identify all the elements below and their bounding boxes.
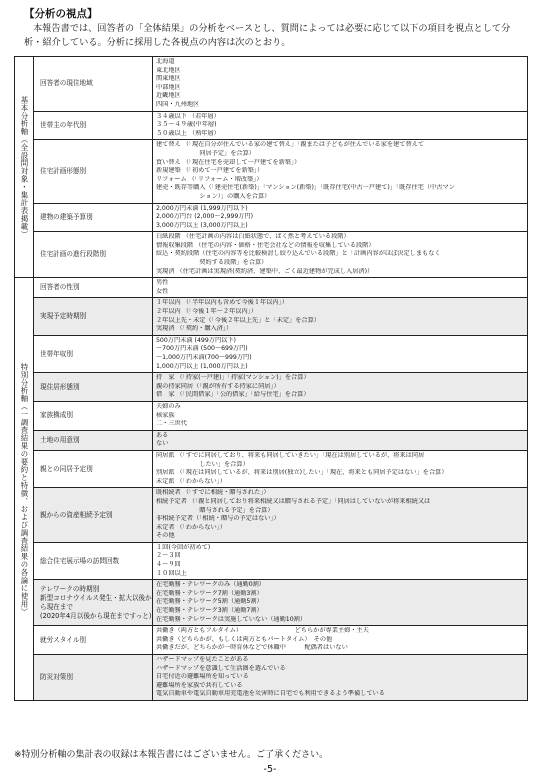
axis-content-line: ２年以内 （「今後１年～２年以内」） <box>156 308 257 316</box>
axis-content-line: リフォーム （「リフォーム・増改築」） <box>156 175 263 183</box>
axis-content-line: ～1,000万円未満(700～999万円) <box>156 354 252 361</box>
axis-content <box>153 111 528 140</box>
axis-content-line: 共働きだが、どちらかが一時育休などで休職中 配偶者はいない <box>156 644 348 652</box>
axis-content-line: 贈与される予定」を合算） <box>156 506 274 514</box>
axis-name <box>34 430 153 450</box>
axis-content <box>153 298 528 335</box>
axis-content-line: 在宅勤務・テレワークのみ（通勤0割） <box>156 581 265 589</box>
axis-content <box>153 542 528 579</box>
axis-name-line: 実現予定時期別 <box>40 312 87 321</box>
axis-content <box>153 140 528 203</box>
axis-content-line: ５０歳以上 （熟年層） <box>156 129 220 137</box>
table-row <box>15 488 528 543</box>
axis-content-line: 男性 <box>156 279 169 287</box>
axis-name-line: 親との同居予定別 <box>40 464 93 473</box>
axis-content-line: 共働き（両方ともフルタイム） どちらかが専業主婦・主夫 <box>156 627 369 635</box>
table-row <box>15 580 528 626</box>
axis-content <box>153 232 528 278</box>
axis-content <box>153 335 528 372</box>
axis-content-line: 2,000万円台 (2,000～2,999万円) <box>156 213 254 221</box>
axis-content-line: ２年以上先・未定（「今後２年以上先」と「未定」を合算） <box>156 316 320 324</box>
axis-name-line: 防災対策別 <box>40 672 73 681</box>
axis-name-line: 回答者の性別 <box>40 283 80 292</box>
axis-content <box>153 203 528 232</box>
axis-content-line: 在宅勤務・テレワーク5割（通勤5割） <box>156 598 263 606</box>
axis-name <box>34 655 153 701</box>
axis-content-line: 白紙段階 （住宅計画の内容は白紙状態で、ばく然と考えている段階） <box>156 233 350 241</box>
axis-name-line: 住宅計画の進行段階別 <box>40 250 106 259</box>
axis-content-line: 在宅勤務・テレワーク3割（通勤7割） <box>156 607 263 615</box>
axis-group-label <box>15 57 34 278</box>
table-row <box>15 140 528 203</box>
axis-content-line: 非相続予定者（「相続・贈与の予定はない」） <box>156 515 280 523</box>
axis-content-line: 共働き（どちらかが、もしくは両方ともパートタイム） その他 <box>156 635 333 643</box>
axis-content-line: 近畿地区 <box>156 92 181 100</box>
axis-name <box>34 335 153 372</box>
axis-content-line: 実現済 （「契約・購入済」） <box>156 325 233 333</box>
axis-content <box>153 401 528 430</box>
intro-paragraph: 本報告書では、回答者の「全体結果」の分析をベースとし、質問によっては必要に応じて以下の項目を視点として分析・紹介している。分析に採用した各視点の内容は次のとおり。 <box>24 23 511 48</box>
axis-name <box>34 626 153 655</box>
table-row <box>15 203 528 232</box>
axis-group-text: 特別分析軸（一調査結果の要約と特徴、および調査結果の各論に使用） <box>20 362 29 616</box>
axis-content-line: 電気自動車や電気自動車用充電池を災害時に自宅でも利用できるよう準備している <box>156 690 385 698</box>
analysis-axis-table <box>14 56 528 701</box>
axis-content-line: 持 家 （「持家(一戸建)」「持家(マンション)」を合算） <box>156 374 310 382</box>
axis-content-line: ション）」の購入を合算） <box>156 192 271 200</box>
axis-content-line: 契約する段階」を合算） <box>156 259 268 267</box>
axis-content <box>153 580 528 626</box>
axis-content <box>153 450 528 487</box>
axis-name <box>34 57 153 112</box>
axis-name <box>34 580 153 626</box>
axis-name <box>34 203 153 232</box>
axis-content-line: １０回以上 <box>156 569 187 577</box>
axis-name-line: 世帯年収別 <box>40 349 73 358</box>
axis-name-line: 住宅計画形態別 <box>40 166 87 175</box>
axis-content-line: 1,000万円以上 (1,000万円以上) <box>156 362 248 370</box>
axis-content-line: ない <box>156 440 169 448</box>
axis-name <box>34 450 153 487</box>
axis-group-text: 基本分析軸（全設問対象・集計表掲載） <box>20 96 29 239</box>
table-row <box>15 450 528 487</box>
axis-content-line: したい」を合算） <box>156 460 249 468</box>
axis-content-line: 別居派 （「現在は同居しているが、将来は別居(独立)したい」「現在、将来とも同居予定はない」を合算） <box>156 469 448 477</box>
axis-content-line: ある <box>156 431 169 439</box>
axis-content-line: ハザードマップを意識して生活圏を選んでいる <box>156 664 286 672</box>
axis-content-line: 親の持家同居（「親が所有する持家に同居」） <box>156 382 280 390</box>
axis-content-line: 新規建築 （「初めて一戸建てを新築」） <box>156 167 264 175</box>
axis-content-line: 2,000万円未満 (1,999万円以下) <box>156 204 248 212</box>
axis-content-line: 自宅付近の避難場所を知っている <box>156 673 249 681</box>
axis-content-line: 未定者 （「わからない」） <box>156 523 227 531</box>
axis-content-line: 実現済 （住宅計画は実現済(契約済、建築中、ごく最近建物が完成し入居済)） <box>156 267 374 275</box>
axis-content <box>153 488 528 543</box>
axis-name-line: 建物の建築予算別 <box>40 212 93 221</box>
axis-content-line: 北海道 <box>156 58 175 65</box>
axis-content-line: 核家族 <box>156 411 175 419</box>
axis-name-line: テレワークの時期別 <box>40 584 100 593</box>
axis-name-line: 回答者の現住地域 <box>40 79 93 88</box>
axis-content-line: 相続予定者 （「親と同居しており将来相続又は贈与される予定」「同居はしていないが将来相続又は <box>156 497 431 505</box>
axis-content-line: 同居予定」を合算） <box>156 149 255 157</box>
axis-content-line: ３４歳以下 （若年層） <box>156 112 220 120</box>
axis-content-line: 情報収集段階 （住宅の内容・価格・住宅会社などの情報を収集している段階） <box>156 241 375 249</box>
axis-content-line: 中部地区 <box>156 83 181 91</box>
axis-name-line: (2020年4月以後から現在まですっと) <box>40 611 152 620</box>
axis-content-line: 500万円未満 (499万円以下) <box>156 336 236 344</box>
axis-content-line: ３５～４９歳(中年層) <box>156 121 217 129</box>
axis-content <box>153 57 528 112</box>
table-row <box>15 335 528 372</box>
axis-name <box>34 401 153 430</box>
axis-name-line: 家族構成別 <box>40 411 73 420</box>
axis-content-line: 女性 <box>156 287 169 295</box>
axis-content-line: 3,000万円以上 (3,000万円以上) <box>156 221 248 229</box>
footnote: ※特別分析軸の集計表の収録は本報告書にはございません。ご了承ください。 <box>14 750 329 760</box>
axis-name-line: 現住居形態別 <box>40 382 80 391</box>
table-row <box>15 542 528 579</box>
axis-content-line: 夫婦のみ <box>156 402 181 410</box>
axis-name-line: 親からの資産相続予定別 <box>40 510 113 519</box>
axis-content <box>153 373 528 402</box>
axis-content-line: 二・三世代 <box>156 420 187 428</box>
axis-name-line: 土地の用意別 <box>40 435 80 444</box>
axis-content-line: 未定派 （「わからない」） <box>156 477 227 485</box>
axis-content-line: １回(今回が初めて) <box>156 543 211 551</box>
axis-content-line: 東北地区 <box>156 66 181 74</box>
axis-content <box>153 278 528 298</box>
axis-name-line: 世帯主の年代別 <box>40 120 87 129</box>
axis-content-line: 避難場所を家族で共有している <box>156 681 243 689</box>
table-row <box>15 626 528 655</box>
table-row <box>15 57 528 112</box>
axis-content-line: 買い替え （「現在住宅を売却して一戸建てを新築」） <box>156 158 301 166</box>
axis-content-line: 絞込・契約段階（住宅の内容等を比較検討し絞り込んでいる段階」と「計画内容がほぼ決定しまもなく <box>156 250 441 258</box>
table-row <box>15 401 528 430</box>
table-row <box>15 111 528 140</box>
page-number: -5- <box>263 764 277 775</box>
table-row <box>15 232 528 278</box>
axis-content-line: 関東地区 <box>156 75 181 83</box>
table-row <box>15 655 528 701</box>
axis-content-line: 借 家 （「民間借家」「公的借家」「給与住宅」を合算） <box>156 391 310 399</box>
axis-content-line: ～700万円未満 (500～699万円) <box>156 345 248 353</box>
axis-content-line: ハザードマップを見たことがある <box>156 656 249 663</box>
table-row <box>15 373 528 402</box>
axis-content-line: ４～９回 <box>156 561 181 569</box>
axis-content-line: １年以内 （「半年以内も含めて今後１年以内」） <box>156 299 288 307</box>
table-row <box>15 430 528 450</box>
axis-name <box>34 278 153 298</box>
axis-name <box>34 373 153 402</box>
axis-name <box>34 488 153 543</box>
axis-name <box>34 542 153 579</box>
axis-name <box>34 298 153 335</box>
axis-content-line: 在宅勤務・テレワーク7割（通勤3割） <box>156 589 263 597</box>
table-row <box>15 278 528 298</box>
axis-content-line: 同居派 （「すでに同居しており、将来も同居していきたい」「現在は別居しているが、将来は同居 <box>156 451 425 459</box>
axis-content <box>153 655 528 701</box>
axis-name-line: 総合住宅展示場の訪問回数 <box>40 556 120 565</box>
axis-content-line: 建売・既存等購入（「建売住宅(新築)」「マンション(新築)」「既存住宅(中古一戸建て)」「既存住宅（中古マン <box>156 184 455 192</box>
axis-name <box>34 140 153 203</box>
section-heading: 【分析の視点】 <box>24 8 98 20</box>
axis-content-line: ２～３回 <box>156 552 181 560</box>
axis-content-line: 在宅勤務・テレワークは実施していない（通勤10割） <box>156 615 307 623</box>
axis-content-line: その他 <box>156 532 175 540</box>
axis-name-line: 新型コロナウイルス発生・拡大以後から現在まで <box>40 593 152 611</box>
axis-content <box>153 430 528 450</box>
axis-content-line: 建て替え （「現在自分が住んでいる家の建て替え」「親または子どもが住んでいる家を建て替えて <box>156 141 425 149</box>
axis-content-line: 四国・九州地区 <box>156 100 200 108</box>
axis-group-label <box>15 278 34 701</box>
table-row <box>15 298 528 335</box>
axis-name-line: 就労スタイル別 <box>40 635 87 644</box>
axis-name <box>34 111 153 140</box>
axis-name <box>34 232 153 278</box>
axis-content-line: 既相続者 （「すでに相続・贈与された」） <box>156 489 270 497</box>
axis-content <box>153 626 528 655</box>
